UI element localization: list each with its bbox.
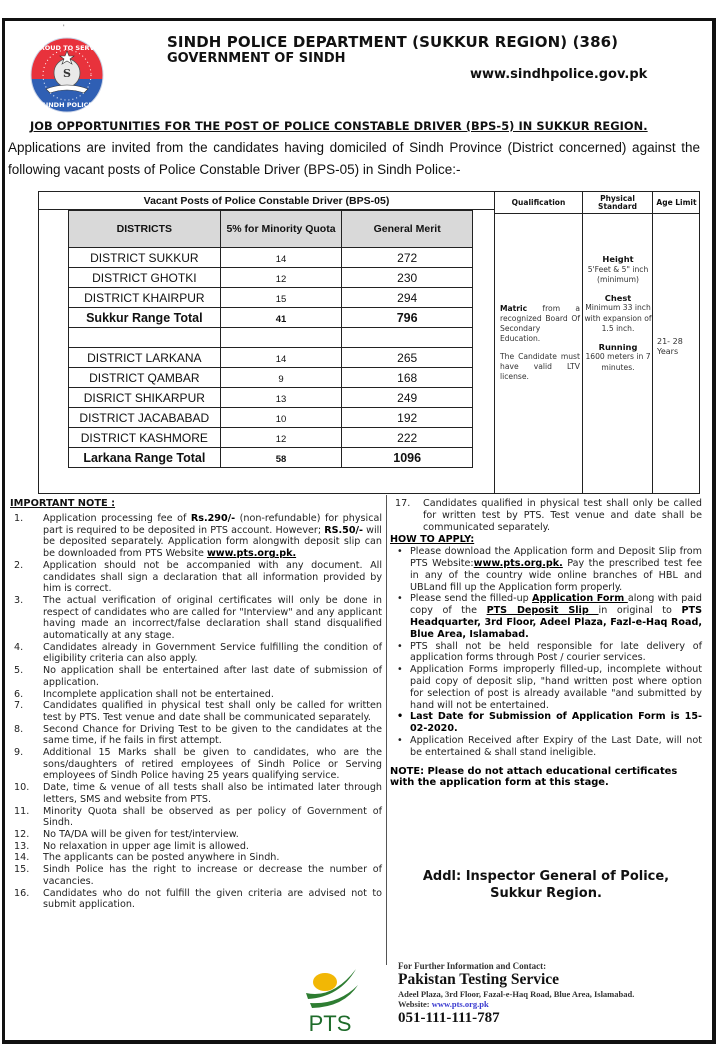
- general-merit: 796: [342, 308, 473, 328]
- district-name: DISTRICT JACABABAD: [69, 408, 221, 428]
- step-text: Please send the filled-up: [410, 593, 533, 605]
- note-text: Date, time & venue of all tests shall also be intimated later through letters, SMS and website from PTS.: [43, 782, 382, 805]
- running-label: Running: [598, 341, 638, 352]
- note-item: [10, 689, 382, 701]
- pts-logo-icon: [298, 963, 368, 1035]
- government-subtitle: GOVERNMENT OF SINDH: [167, 51, 346, 66]
- height-label: Height: [602, 254, 634, 264]
- how-to-apply-list: [390, 546, 702, 758]
- table-row-blank: [69, 328, 473, 348]
- pts-name: Pakistan Testing Service: [398, 971, 560, 988]
- step-text: along with paid copy of the: [410, 593, 703, 617]
- signature-block: [390, 868, 702, 902]
- qualification-column: [495, 192, 583, 493]
- website-label: Website:: [398, 999, 432, 1009]
- pts-website-line: [398, 999, 634, 1009]
- column-header-qualification: Qualification: [495, 192, 582, 214]
- table-row: [69, 288, 473, 308]
- signatory-title: Addl: Inspector General of Police,: [422, 869, 670, 884]
- note-item: [10, 747, 382, 782]
- table-row-total: [69, 308, 473, 328]
- note-text: Candidates qualified in physical test shall only be called for written test by PTS. Test venue and date shall be communicated separately.: [423, 498, 702, 533]
- how-to-apply-title: HOW TO APPLY:: [390, 534, 475, 546]
- table-row: [69, 408, 473, 428]
- pts-website-link[interactable]: www.pts.org.pk.: [206, 548, 297, 560]
- age-limit-value: 21- 28 Years: [657, 337, 683, 356]
- note-number: 1.: [14, 513, 24, 524]
- svg-text:PROUD TO SERVE: PROUD TO SERVE: [34, 44, 100, 52]
- intro-paragraph: Applications are invited from the candidates having domiciled of Sindh Province (District concerned) against the following vacant posts of Police Constable Driver (BPS-05) in Sindh Police:-: [8, 140, 700, 177]
- note-text: The actual verification of original certificates will only be done in respect of candidates who are called for "Interview" and any applicant having made an incorrect/false declaration shall stand disqualified automatically at any stage.: [43, 594, 382, 642]
- general-merit: 272: [342, 248, 473, 268]
- step-text: Please download the Application form and Deposit Slip from PTS Website:: [410, 546, 702, 569]
- note-number: 9.: [14, 747, 24, 759]
- general-merit: 1096: [342, 448, 473, 468]
- table-row: [69, 368, 473, 388]
- note-number: 11.: [14, 805, 30, 817]
- note-number: 10.: [14, 782, 30, 794]
- general-merit: 249: [342, 388, 473, 408]
- general-merit: 230: [342, 268, 473, 288]
- note-text: Second Chance for Driving Test to be given to the candidates at the same time, if he fails in first attempt.: [43, 723, 382, 747]
- column-header-minority-quota: 5% for Minority Quota: [220, 211, 342, 248]
- note-number: 3.: [14, 594, 24, 606]
- license-requirement: The Candidate must have valid LTV license.: [500, 352, 580, 381]
- important-note-title: IMPORTANT NOTE :: [10, 498, 116, 509]
- note-number: 7.: [14, 700, 24, 712]
- note-item: [10, 806, 382, 829]
- note-text: will be deposited separately. Application form alongwith deposit slip can be downloaded from PTS Website: [43, 524, 382, 560]
- certificates-note: NOTE: Please do not attach educational certificates with the application form at this stage.: [390, 765, 678, 789]
- column-header-age-limit: Age Limit: [653, 192, 700, 214]
- column-header-districts: DISTRICTS: [69, 211, 221, 248]
- column-header-general-merit: General Merit: [342, 211, 473, 248]
- note-item: [10, 665, 382, 688]
- height-value: 5'Feet & 5" inch (minimum): [587, 264, 649, 284]
- minority-quota: 41: [220, 308, 342, 328]
- chest-value: Minimum 33 inch with expansion of 1.5 inch.: [584, 303, 652, 333]
- note-text: Incomplete application shall not be entertained.: [43, 688, 274, 700]
- note-number: 15.: [14, 864, 30, 876]
- pts-website-link[interactable]: www.pts.org.pk.: [473, 557, 563, 569]
- pts-address: Adeel Plaza, 3rd Floor, Fazal-e-Haq Road, Blue Area, Islamabad.: [398, 989, 635, 999]
- note-number: 13.: [14, 840, 30, 852]
- note-item: [10, 841, 382, 853]
- chest-label: Chest: [604, 292, 632, 303]
- note-text: Additional 15 Marks shall be given to candidates, who are the sons/daughters of retired employees of Sindh Police or Serving employees of Sindh Police having 25 years qualifying service.: [43, 747, 382, 782]
- vacancy-section: [38, 191, 700, 494]
- district-name: DISTRICT KHAIRPUR: [69, 288, 221, 308]
- district-name: DISTRICT KASHMORE: [69, 428, 221, 448]
- note-number: 2.: [14, 559, 24, 571]
- note-number: 8.: [14, 723, 24, 735]
- district-name: DISRICT SHIKARPUR: [69, 388, 221, 408]
- note-text: (non-refundable) for physical part is required to be deposited in PTS account. However;: [43, 513, 383, 536]
- note-item: [10, 888, 382, 911]
- district-name: Sukkur Range Total: [69, 308, 221, 328]
- minority-quota: 15: [220, 288, 342, 308]
- note-text: No TA/DA will be given for test/interview.: [43, 828, 239, 840]
- district-name: Larkana Range Total: [69, 448, 221, 468]
- note-item: [10, 724, 382, 747]
- sindh-police-website[interactable]: www.sindhpolice.gov.pk: [470, 67, 648, 82]
- district-name: DISTRICT GHOTKI: [69, 268, 221, 288]
- svg-text:SINDH POLICE: SINDH POLICE: [41, 101, 93, 109]
- district-name: DISTRICT QAMBAR: [69, 368, 221, 388]
- note-item: [10, 852, 382, 864]
- note-item: [10, 642, 382, 665]
- last-date-step: • Last Date for Submission of Application Form is 15-02-2020.: [390, 711, 702, 735]
- note-item: [10, 595, 382, 642]
- department-title: SINDH POLICE DEPARTMENT (SUKKUR REGION) (386): [167, 33, 619, 51]
- note-text: Application processing fee of: [43, 513, 191, 524]
- note-item: [10, 829, 382, 841]
- note-text: The applicants can be posted anywhere in Sindh.: [43, 852, 280, 864]
- contact-label: For Further Information and Contact:: [398, 961, 547, 971]
- job-title: JOB OPPORTUNITIES FOR THE POST OF POLICE CONSTABLE DRIVER (BPS-5) IN SUKKUR REGION.: [30, 119, 648, 133]
- table-row: [69, 248, 473, 268]
- pts-phone: 051-111-111-787: [398, 1010, 500, 1026]
- note-item: [10, 864, 382, 887]
- general-merit: 222: [342, 428, 473, 448]
- qualification-bold: Matric: [500, 304, 528, 313]
- minority-quota: 58: [220, 448, 342, 468]
- note-number: 16.: [14, 887, 30, 899]
- age-limit-column: [653, 192, 700, 493]
- minority-quota: 12: [220, 268, 342, 288]
- pts-address: PTS Headquarter, 3rd Floor, Adeel Plaza, Fazl-e-Haq Road, Blue Area, Islamabad.: [410, 605, 702, 640]
- note-item: [390, 498, 702, 533]
- table-row-total: [69, 448, 473, 468]
- pts-contact-block: [398, 961, 634, 1027]
- district-name: DISTRICT SUKKUR: [69, 248, 221, 268]
- note-text: Minority Quota shall be observed as per policy of Government of Sindh.: [43, 805, 382, 829]
- qualification-detail: from a recognized Board Of Secondary Education.: [500, 304, 580, 343]
- general-merit: 168: [342, 368, 473, 388]
- physical-standard-text: [583, 254, 653, 373]
- apply-step: [390, 546, 702, 593]
- pts-website-link[interactable]: www.pts.org.pk: [431, 999, 489, 1009]
- note-text: Candidates qualified in physical test shall only be called for written test by PTS. Test venue and date shall be communicated separately.: [43, 700, 382, 723]
- empty-cell: [342, 328, 473, 348]
- step-text: Pay the prescribed test fee in any of the country wide online branches of HBL and UBLand fill up the Application form properly.: [410, 557, 703, 593]
- apply-step: • Application Received after Expiry of the Last Date, will not be entertained & shall stand ineligible.: [390, 735, 702, 759]
- empty-cell: [69, 328, 221, 348]
- minority-quota: 12: [220, 428, 342, 448]
- running-value: 1600 meters in 7 minutes.: [585, 352, 651, 372]
- note-item: [10, 513, 382, 560]
- signatory-region: Sukkur Region.: [490, 886, 602, 901]
- note-number: 12.: [14, 828, 30, 840]
- how-to-apply-section: [390, 498, 702, 789]
- minority-quota: 9: [220, 368, 342, 388]
- note-text: Candidates who do not fulfill the given criteria are advised not to submit application.: [43, 887, 382, 911]
- note-item: [10, 782, 382, 805]
- minority-quota: 14: [220, 248, 342, 268]
- fee-amount: Rs.290/-: [190, 513, 236, 524]
- note-number: 6.: [14, 688, 24, 700]
- note-text: Candidates already in Government Service fulfilling the condition of eligibility criteria can also apply.: [43, 641, 382, 665]
- note-text: Sindh Police has the right to increase or decrease the number of vacancies.: [43, 864, 382, 887]
- minority-quota: 13: [220, 388, 342, 408]
- empty-cell: [220, 328, 342, 348]
- qualification-text: [500, 304, 580, 390]
- step-text: in original to: [598, 605, 682, 617]
- note-item: [10, 700, 382, 723]
- table-row: [69, 428, 473, 448]
- note-text: No application shall be entertained after last date of submission of application.: [43, 665, 382, 688]
- general-merit: 294: [342, 288, 473, 308]
- fee-amount: RS.50/-: [324, 524, 363, 536]
- table-row: [69, 388, 473, 408]
- vacancy-table: [68, 210, 473, 468]
- note-text: No relaxation in upper age limit is allowed.: [43, 840, 249, 852]
- criteria-table: [495, 192, 700, 493]
- general-merit: 192: [342, 408, 473, 428]
- note-number: 14.: [14, 852, 30, 864]
- vacancy-caption: Vacant Posts of Police Constable Driver (BPS-05): [39, 192, 494, 210]
- apply-step: • PTS shall not be held responsible for late delivery of application forms through Post / courier services.: [390, 641, 702, 665]
- column-header-physical-standard: Physical Standard: [583, 192, 652, 214]
- district-name: DISTRICT LARKANA: [69, 348, 221, 368]
- application-form-label: Application Form: [532, 593, 628, 605]
- table-row: [69, 348, 473, 368]
- note-text: Application should not be accompanied with any document. All candidates shall sign a declaration that all information provided by him is correct.: [43, 559, 382, 595]
- note-number: 4.: [14, 641, 24, 653]
- note-item: [10, 560, 382, 595]
- important-note-list: [10, 513, 382, 911]
- table-row: [69, 268, 473, 288]
- sindh-police-logo-icon: [22, 37, 112, 113]
- deposit-slip-label: PTS Deposit Slip: [486, 605, 599, 617]
- scan-mark: ': [63, 24, 65, 31]
- minority-quota: 10: [220, 408, 342, 428]
- physical-standard-column: [583, 192, 653, 493]
- svg-text:S: S: [63, 67, 71, 80]
- general-merit: 265: [342, 348, 473, 368]
- note-number: 17.: [395, 498, 411, 509]
- note-number: 5.: [14, 665, 24, 677]
- apply-step: [390, 593, 702, 640]
- minority-quota: 14: [220, 348, 342, 368]
- apply-step: • Application Forms improperly filled-up, incomplete without paid copy of deposit slip, "hand written post where option for selection of post is already available "and submitted by hand will not be entertained.: [390, 664, 702, 711]
- svg-text:PTS: PTS: [308, 1011, 352, 1035]
